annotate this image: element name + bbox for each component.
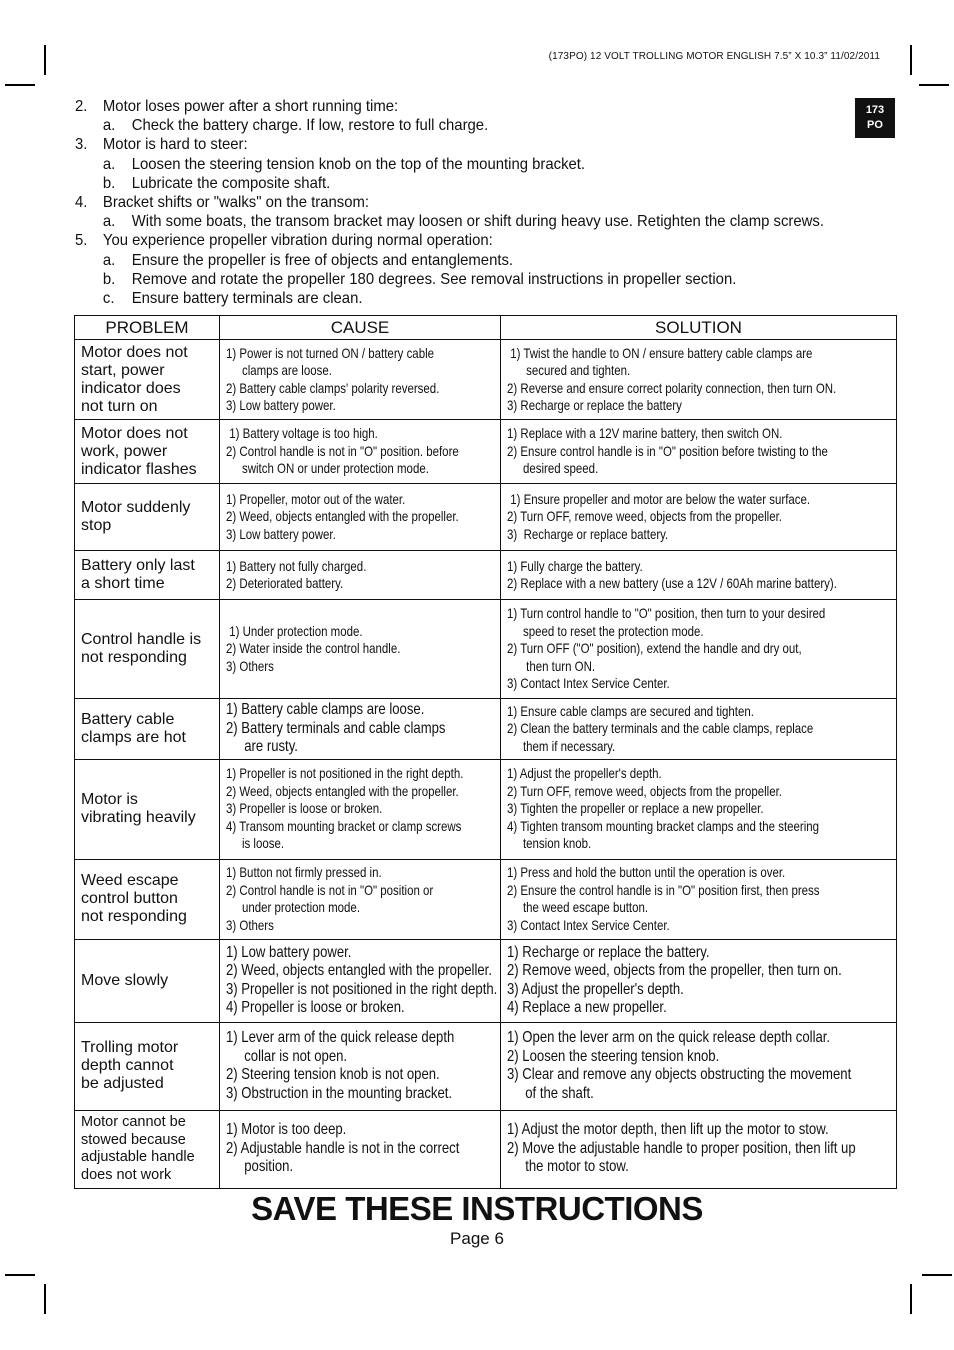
list-item-text: Motor is hard to steer: — [102, 136, 248, 154]
cause-cell — [220, 484, 501, 551]
solution-cell — [501, 1110, 897, 1188]
crop-mark — [910, 1284, 912, 1314]
list-item — [75, 251, 847, 270]
list-item-number: a. — [102, 213, 116, 231]
solution-cell — [501, 859, 897, 939]
solution-text: 1) Open the lever arm on the quick release depth collar. 2) Loosen the steering tension knob. 3) Clear and remove any objects obstructing the movement of the shaft. — [507, 1029, 852, 1102]
problem-cell — [75, 699, 220, 760]
problem-cell — [75, 1022, 220, 1110]
header-solution: SOLUTION — [501, 316, 897, 340]
cause-cell — [220, 551, 501, 600]
list-item-text: Loosen the steering tension knob on the top of the mounting bracket. — [131, 155, 586, 173]
cause-cell — [220, 1022, 501, 1110]
problem-text: Weed escape control button not responding — [81, 872, 187, 925]
problem-text: Trolling motor depth cannot be adjusted — [81, 1039, 179, 1092]
solution-cell — [501, 699, 897, 760]
document-code-line: (173PO) 12 VOLT TROLLING MOTOR ENGLISH 7.5” X 10.3” 11/02/2011 — [548, 51, 880, 62]
list-item — [75, 231, 847, 250]
problem-text: Motor suddenly stop — [81, 499, 191, 534]
cause-text: 1) Lever arm of the quick release depth collar is not open. 2) Steering tension knob is not open. 3) Obstruction in the mounting bracket. — [226, 1029, 455, 1102]
list-item — [75, 116, 847, 135]
list-item-number: b. — [102, 270, 116, 288]
problem-cell — [75, 420, 220, 484]
problem-cell — [75, 340, 220, 420]
page-number: Page 6 — [450, 1229, 504, 1248]
list-item — [75, 155, 847, 174]
cause-text: 1) Battery voltage is too high. 2) Control handle is not in "O" position. before switch ON or under protection mode. — [226, 425, 459, 477]
list-item — [75, 174, 847, 193]
cause-text: 1) Motor is too deep. 2) Adjustable handle is not in the correct position. — [226, 1121, 460, 1176]
list-item-number: 3. — [75, 136, 88, 154]
solution-text: 1) Adjust the motor depth, then lift up the motor to stow. 2) Move the adjustable handle to proper position, then lift up the motor to stow. — [507, 1121, 856, 1176]
list-item-number: b. — [102, 174, 116, 192]
table-row — [75, 859, 897, 939]
list-item — [75, 289, 847, 308]
cause-text: 1) Button not firmly pressed in. 2) Control handle is not in "O" position or under protection mode. 3) Others — [226, 864, 434, 933]
list-item-text: Motor loses power after a short running time: — [102, 98, 399, 115]
solution-text: 1) Turn control handle to "O" position, then turn to your desired speed to reset the protection mode. 2) Turn OFF ("O" position), extend the handle and dry out, then turn ON. 3) Contact Intex Service Center. — [507, 605, 826, 692]
solution-cell — [501, 939, 897, 1022]
list-item-number: a. — [102, 117, 116, 135]
table-row — [75, 551, 897, 600]
problem-text: Motor is vibrating heavily — [81, 791, 196, 826]
table-row — [75, 939, 897, 1022]
troubleshooting-table — [74, 315, 897, 1189]
solution-cell — [501, 1022, 897, 1110]
crop-mark — [919, 84, 949, 86]
cause-text: 1) Battery not fully charged. 2) Deteriorated battery. — [226, 557, 367, 591]
cause-text: 1) Power is not turned ON / battery cable clamps are loose. 2) Battery cable clamps' polarity reversed. 3) Low battery power. — [226, 344, 440, 413]
cause-cell — [220, 859, 501, 939]
problem-cell — [75, 484, 220, 551]
solution-text: 1) Fully charge the battery. 2) Replace with a new battery (use a 12V / 60Ah marine battery). — [507, 557, 837, 591]
solution-cell — [501, 551, 897, 600]
solution-cell — [501, 759, 897, 859]
crop-mark — [910, 45, 912, 75]
solution-text: 1) Adjust the propeller's depth. 2) Turn OFF, remove weed, objects from the propeller. 3) Tighten the propeller or replace a new propeller. 4) Tighten transom mounting bracket clamps and the steering tension knob. — [507, 765, 820, 852]
table-row — [75, 699, 897, 760]
solution-text: 1) Recharge or replace the battery. 2) Remove weed, objects from the propeller, then turn on. 3) Adjust the propeller's depth. 4) Replace a new propeller. — [507, 943, 842, 1016]
list-item-number: 5. — [75, 232, 88, 250]
problem-text: Battery only last a short time — [81, 557, 195, 592]
table-row — [75, 340, 897, 420]
solution-text: 1) Press and hold the button until the operation is over. 2) Ensure the control handle is in "O" position first, then press the weed escape button. 3) Contact Intex Service Center. — [507, 864, 820, 933]
list-item-text: Check the battery charge. If low, restore to full charge. — [131, 117, 489, 135]
solution-cell — [501, 484, 897, 551]
problem-cell — [75, 600, 220, 699]
problem-text: Motor does not start, power indicator does not turn on — [81, 343, 188, 415]
list-item-number: 4. — [75, 194, 88, 212]
list-item — [75, 270, 847, 289]
problem-text: Move slowly — [81, 971, 169, 989]
problem-cell — [75, 859, 220, 939]
cause-cell — [220, 759, 501, 859]
header-cause: CAUSE — [220, 316, 501, 340]
crop-mark — [5, 84, 35, 86]
save-instructions-title: SAVE THESE INSTRUCTIONS — [251, 1190, 703, 1227]
solution-cell — [501, 340, 897, 420]
cause-text: 1) Battery cable clamps are loose. 2) Battery terminals and cable clamps are rusty. — [226, 701, 446, 755]
solution-cell — [501, 420, 897, 484]
solution-text: 1) Replace with a 12V marine battery, then switch ON. 2) Ensure control handle is in "O" position before twisting to the desired speed. — [507, 425, 828, 477]
list-item — [75, 193, 847, 212]
list-item — [75, 97, 847, 116]
solution-cell — [501, 600, 897, 699]
model-badge — [855, 98, 895, 138]
list-item-text: Remove and rotate the propeller 180 degrees. See removal instructions in propeller section. — [131, 270, 737, 288]
table-row — [75, 600, 897, 699]
table-row — [75, 1110, 897, 1188]
cause-text: 1) Under protection mode. 2) Water inside the control handle. 3) Others — [226, 622, 401, 674]
list-item — [75, 212, 847, 231]
problem-cell — [75, 939, 220, 1022]
cause-text: 1) Low battery power. 2) Weed, objects entangled with the propeller. 3) Propeller is not positioned in the right depth. 4) Propeller is loose or broken. — [226, 943, 498, 1016]
problem-text: Control handle is not responding — [81, 631, 202, 666]
problem-text: Motor cannot be stowed because adjustable handle does not work — [81, 1114, 195, 1183]
cause-cell — [220, 420, 501, 484]
problem-text: Motor does not work, power indicator flashes — [81, 424, 197, 478]
cause-cell — [220, 600, 501, 699]
cause-text: 1) Propeller is not positioned in the right depth. 2) Weed, objects entangled with the propeller. 3) Propeller is loose or broken. 4) Transom mounting bracket or clamp screws is loose. — [226, 765, 464, 852]
cause-text: 1) Propeller, motor out of the water. 2) Weed, objects entangled with the propeller. 3) Low battery power. — [226, 490, 459, 542]
list-item-number: a. — [102, 155, 116, 173]
troubleshooting-list — [75, 97, 847, 308]
solution-text: 1) Ensure propeller and motor are below the water surface. 2) Turn OFF, remove weed, objects from the propeller. 3) Recharge or replace battery. — [507, 490, 811, 542]
list-item-text: Ensure the propeller is free of objects and entanglements. — [131, 251, 514, 269]
crop-mark — [922, 1274, 952, 1276]
solution-text: 1) Twist the handle to ON / ensure battery cable clamps are secured and tighten. 2) Reverse and ensure correct polarity connection, then turn ON. 3) Recharge or replace the battery — [507, 344, 837, 413]
list-item-text: Ensure battery terminals are clean. — [131, 290, 363, 308]
table-row — [75, 1022, 897, 1110]
cause-cell — [220, 939, 501, 1022]
list-item-number: a. — [102, 251, 116, 269]
cause-cell — [220, 699, 501, 760]
solution-text: 1) Ensure cable clamps are secured and tighten. 2) Clean the battery terminals and the cable clamps, replace them if necessary. — [507, 702, 814, 754]
crop-mark — [44, 45, 46, 75]
list-item-text: Bracket shifts or "walks" on the transom: — [102, 194, 370, 212]
list-item-text: You experience propeller vibration during normal operation: — [102, 232, 493, 250]
problem-cell — [75, 551, 220, 600]
crop-mark — [44, 1284, 46, 1314]
problem-cell — [75, 759, 220, 859]
crop-mark — [5, 1274, 35, 1276]
list-item — [75, 135, 847, 154]
table-row — [75, 420, 897, 484]
badge-line: 173 — [865, 104, 885, 116]
problem-cell — [75, 1110, 220, 1188]
list-item-number: 2. — [75, 98, 88, 115]
list-item-number: c. — [102, 290, 115, 308]
cause-cell — [220, 1110, 501, 1188]
list-item-text: With some boats, the transom bracket may loosen or shift during heavy use. Retighten the clamp screws. — [131, 213, 824, 231]
badge-line: PO — [867, 119, 883, 131]
table-row — [75, 484, 897, 551]
table-row — [75, 759, 897, 859]
header-problem: PROBLEM — [75, 316, 220, 340]
cause-cell — [220, 340, 501, 420]
problem-text: Battery cable clamps are hot — [81, 710, 186, 746]
table-header-row — [75, 316, 897, 340]
list-item-text: Lubricate the composite shaft. — [131, 174, 331, 192]
